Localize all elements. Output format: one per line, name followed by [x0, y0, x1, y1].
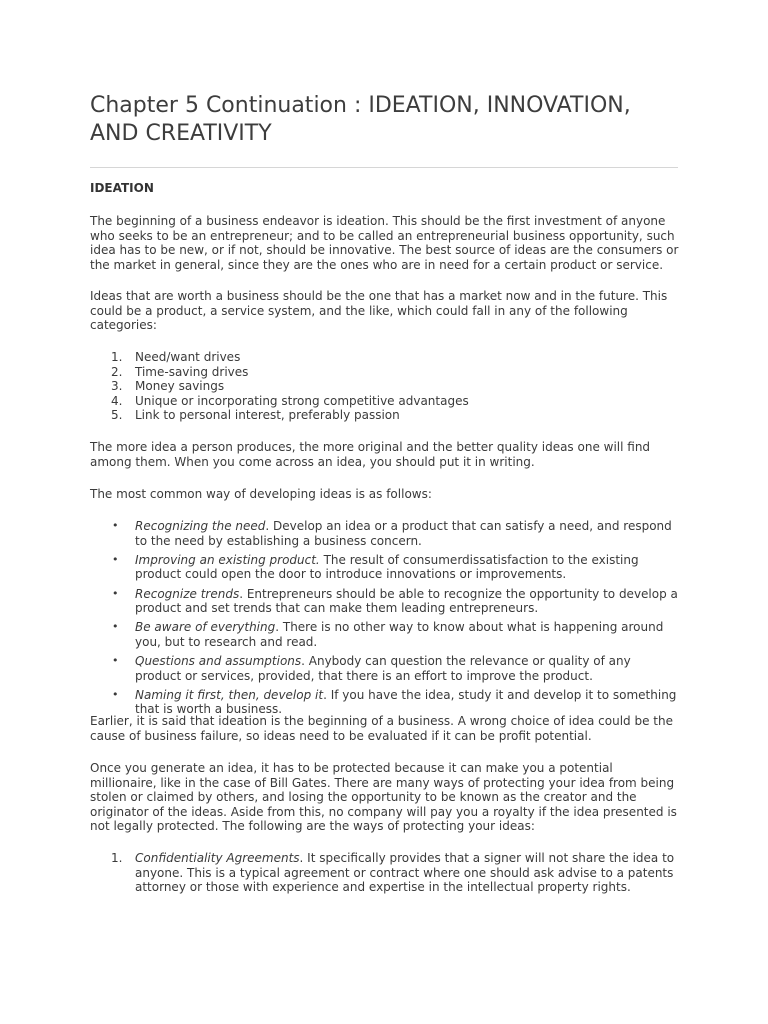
paragraph-earlier: Earlier, it is said that ideation is the beginning of a business. A wrong choice of idea could be the cause of business failure, so ideas need to be evaluated if it can be profit potential. — [90, 714, 673, 743]
categories-list — [90, 350, 680, 423]
bullet-icon: • — [112, 687, 119, 701]
idea-development-list — [90, 519, 680, 722]
protection-list — [90, 851, 680, 895]
paragraph-worth-business: Ideas that are worth a business should be the one that has a market now and in the future. This could be a product, a service system, and the like, which could fall in any of the following categories: — [90, 289, 668, 332]
list-item: 1. Confidentiality Agreements. It specifically provides that a signer will not share the idea to anyone. This is a typical agreement or contract where one should ask advise to a patents attorney or those with experience and expertise in the intellectual property rights. — [111, 851, 675, 894]
list-item: • Naming it first, then, develop it. If you have the idea, study it and develop it to something that is worth a business. — [112, 687, 677, 717]
list-item: • Be aware of everything. There is no other way to know about what is happening around you, but to research and read. — [112, 620, 664, 649]
bullet-icon: • — [112, 519, 119, 532]
paragraph-ideation-intro: The beginning of a business endeavor is ideation. This should be the first investment of anyone who seeks to be an entrepreneur; and to be called an entrepreneurial business opportunity, such idea has to be new, or if not, should be innovative. The best source of ideas are the consumers or the market in general, since they are the ones who are in need for a certain product or service. — [90, 214, 679, 272]
list-item: 4. Unique or incorporating strong competitive advantages — [111, 393, 469, 408]
title-divider — [90, 167, 678, 168]
list-item: • Recognize trends. Entrepreneurs should be able to recognize the opportunity to develop a product and set trends that can make them leading entrepreneurs. — [112, 586, 678, 616]
bullet-icon: • — [112, 654, 119, 668]
bullet-icon: • — [112, 552, 119, 566]
paragraph-more-ideas: The more idea a person produces, the more original and the better quality ideas one will find among them. When you come across an idea, you should put it in writing. — [90, 440, 651, 469]
paragraph-common-way: The most common way of developing ideas is as follows: — [90, 487, 432, 501]
list-item: • Improving an existing product. The result of consumerdissatisfaction to the existing product could open the door to introduce innovations or improvements. — [112, 552, 639, 582]
list-item: 3. Money savings — [111, 379, 225, 393]
list-item: 5. Link to personal interest, preferably passion — [111, 408, 400, 422]
bullet-icon: • — [112, 620, 119, 634]
list-item: • Questions and assumptions. Anybody can question the relevance or quality of any product or services, provided, that there is an effort to improve the product. — [112, 654, 631, 683]
section-heading: IDEATION — [90, 181, 154, 195]
page-title: Chapter 5 Continuation : IDEATION, INNOVATION, AND CREATIVITY — [90, 93, 631, 146]
list-item: • Recognizing the need. Develop an idea or a product that can satisfy a need, and respond to the need by establishing a business concern. — [112, 519, 672, 548]
paragraph-protect-idea: Once you generate an idea, it has to be protected because it can make you a potential millionaire, like in the case of Bill Gates. There are many ways of protecting your idea from being stolen or claimed by others, and losing the opportunity to be known as the creator and the originator of the ideas. Aside from this, no company will pay you a royalty if the idea presented is not legally protected. The following are the ways of protecting your ideas: — [90, 761, 677, 833]
list-item: 2. Time-saving drives — [111, 364, 249, 379]
bullet-icon: • — [112, 586, 119, 600]
list-item: 1. Need/want drives — [111, 350, 241, 364]
